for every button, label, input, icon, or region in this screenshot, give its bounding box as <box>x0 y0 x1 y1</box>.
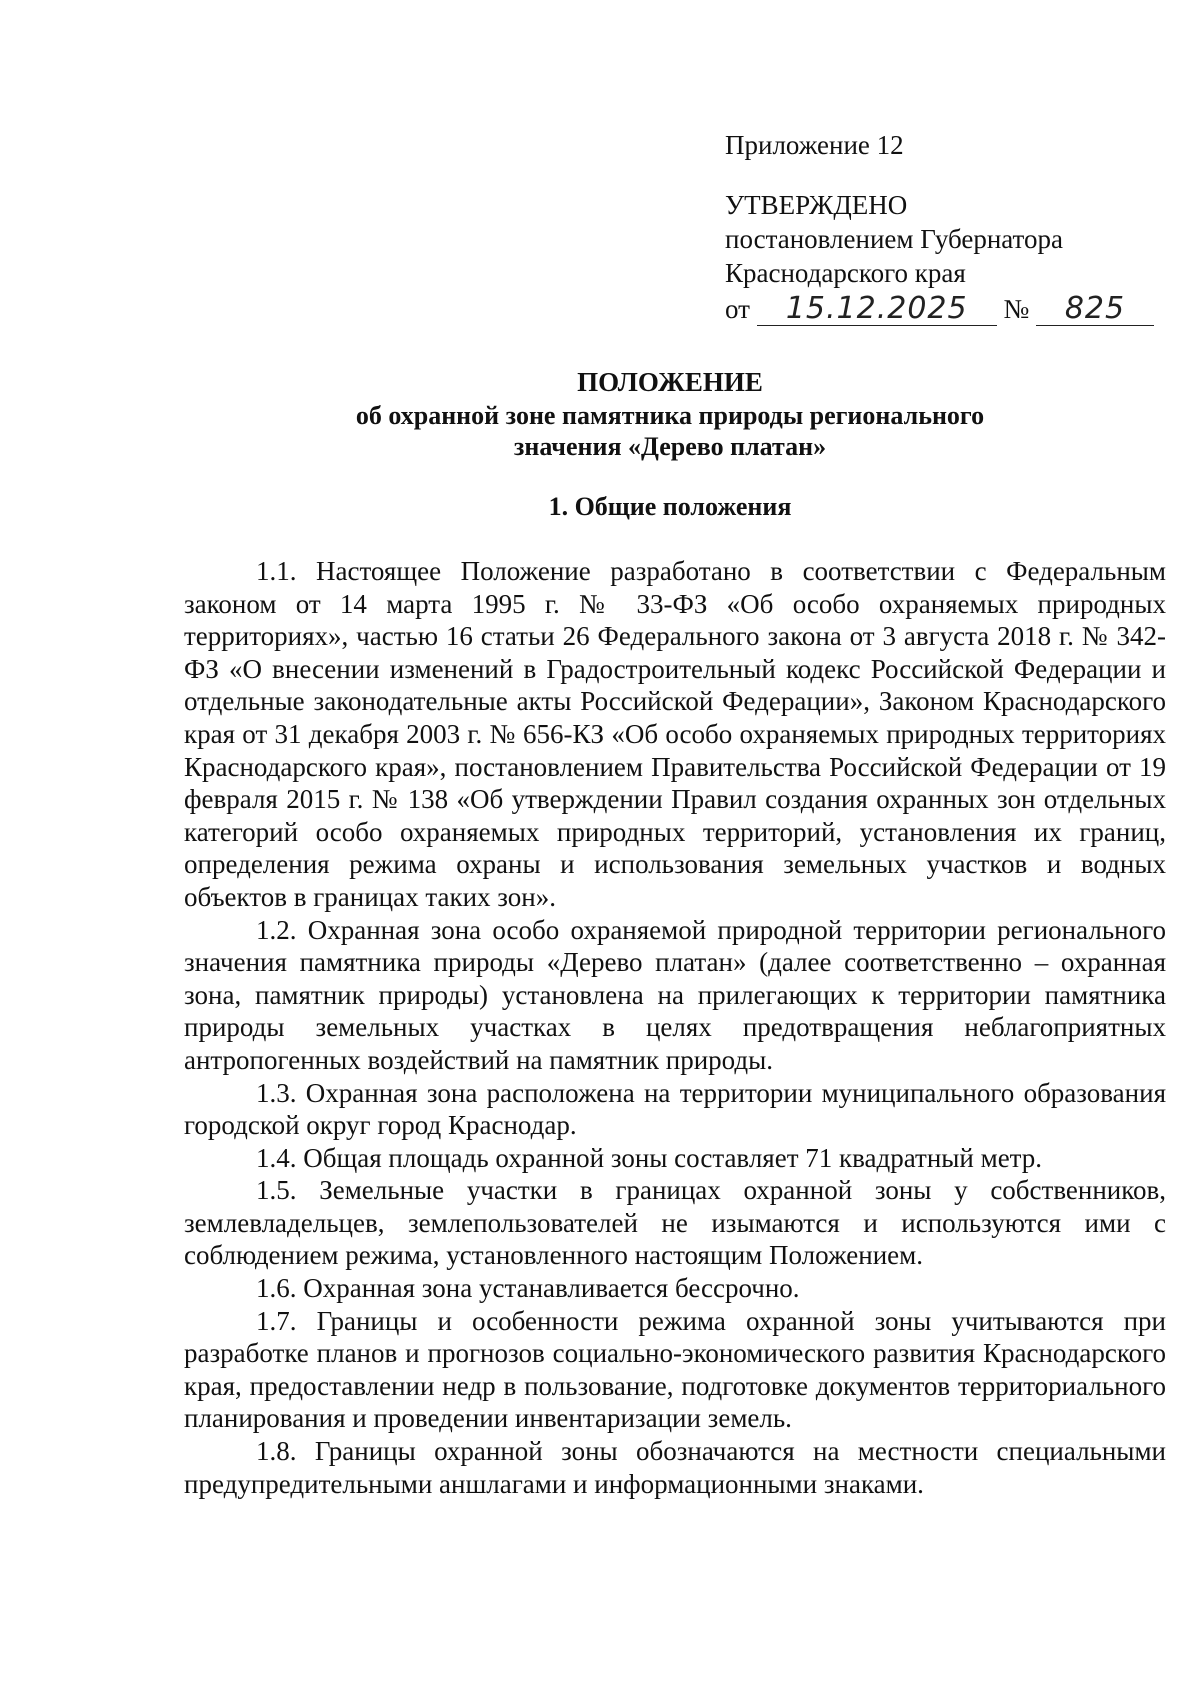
approval-line-2: Краснодарского края <box>725 258 966 288</box>
approval-line-1: постановлением Губернатора <box>725 224 1063 254</box>
approved-label: УТВЕРЖДЕНО <box>725 190 908 220</box>
appendix-label: Приложение 12 <box>725 130 904 160</box>
approval-date-line <box>725 292 1145 326</box>
paragraph-1-3: 1.3. Охранная зона расположена на территории муниципального образования городской округ город Краснодар. <box>184 1077 1166 1141</box>
number-label: № <box>1003 294 1030 324</box>
from-label: от <box>725 294 750 324</box>
paragraph-1-2: 1.2. Охранная зона особо охраняемой природной территории регионального значения памятника природы «Дерево платан» (далее соответственно – охранная зона, памятник природы) установлена на прилегающих к территории памятника природы земельных участках в целях предотвращения неблагоприятных антропогенных воздействий на памятник природы. <box>184 914 1166 1075</box>
document-title-block <box>180 367 1160 462</box>
paragraph-1-8: 1.8. Границы охранной зоны обозначаются на местности специальными предупредительными аншлагами и информационными знаками. <box>184 1436 1166 1499</box>
document-subtitle-line-1: об охранной зоне памятника природы регионального <box>355 401 985 430</box>
paragraph-1-5: 1.5. Земельные участки в границах охранной зоны у собственников, землевладельцев, землепользователей не изымаются и используются ими с соблюдением режима, установленного настоящим Положением. <box>184 1175 1166 1271</box>
section-heading: 1. Общие положения <box>548 492 792 521</box>
paragraph-1-7: 1.7. Границы и особенности режима охранной зоны учитываются при разработке планов и прогнозов социально-экономического развития Краснодарского края, предоставлении недр в пользование, подготовке документов территориального планирования и проведении инвентаризации земель. <box>184 1305 1166 1434</box>
document-subtitle-line-2: значения «Дерево платан» <box>513 432 827 461</box>
handwritten-number: 825 <box>1036 293 1154 326</box>
document-body <box>184 555 1166 1500</box>
paragraph-1-4: 1.4. Общая площадь охранной зоны составляет 71 квадратный метр. <box>256 1142 1043 1173</box>
paragraph-1-6: 1.6. Охранная зона устанавливается бессрочно. <box>256 1273 800 1304</box>
paragraph-1-1: 1.1. Настоящее Положение разработано в соответствии с Федеральным законом от 14 марта 1995 г. № 33-ФЗ «Об особо охраняемых природных территориях», частью 16 статьи 26 Федерального закона от 3 августа 2018 г. № 342-ФЗ «О внесении изменений в Градостроительный кодекс Российской Федерации и отдельные законодательные акты Российской Федерации», Законом Краснодарского края от 31 декабря 2003 г. № 656-КЗ «Об особо охраняемых природных территориях Краснодарского края», постановлением Правительства Российской Федерации от 19 февраля 2015 г. № 138 «Об утверждении Правил создания охранных зон отдельных категорий особо охраняемых природных территорий, установления их границ, определения режима охраны и использования земельных участков и водных объектов в границах таких зон». <box>184 556 1166 912</box>
handwritten-date: 15.12.2025 <box>757 293 997 326</box>
document-title: ПОЛОЖЕНИЕ <box>577 367 763 397</box>
approval-block <box>725 128 1145 326</box>
